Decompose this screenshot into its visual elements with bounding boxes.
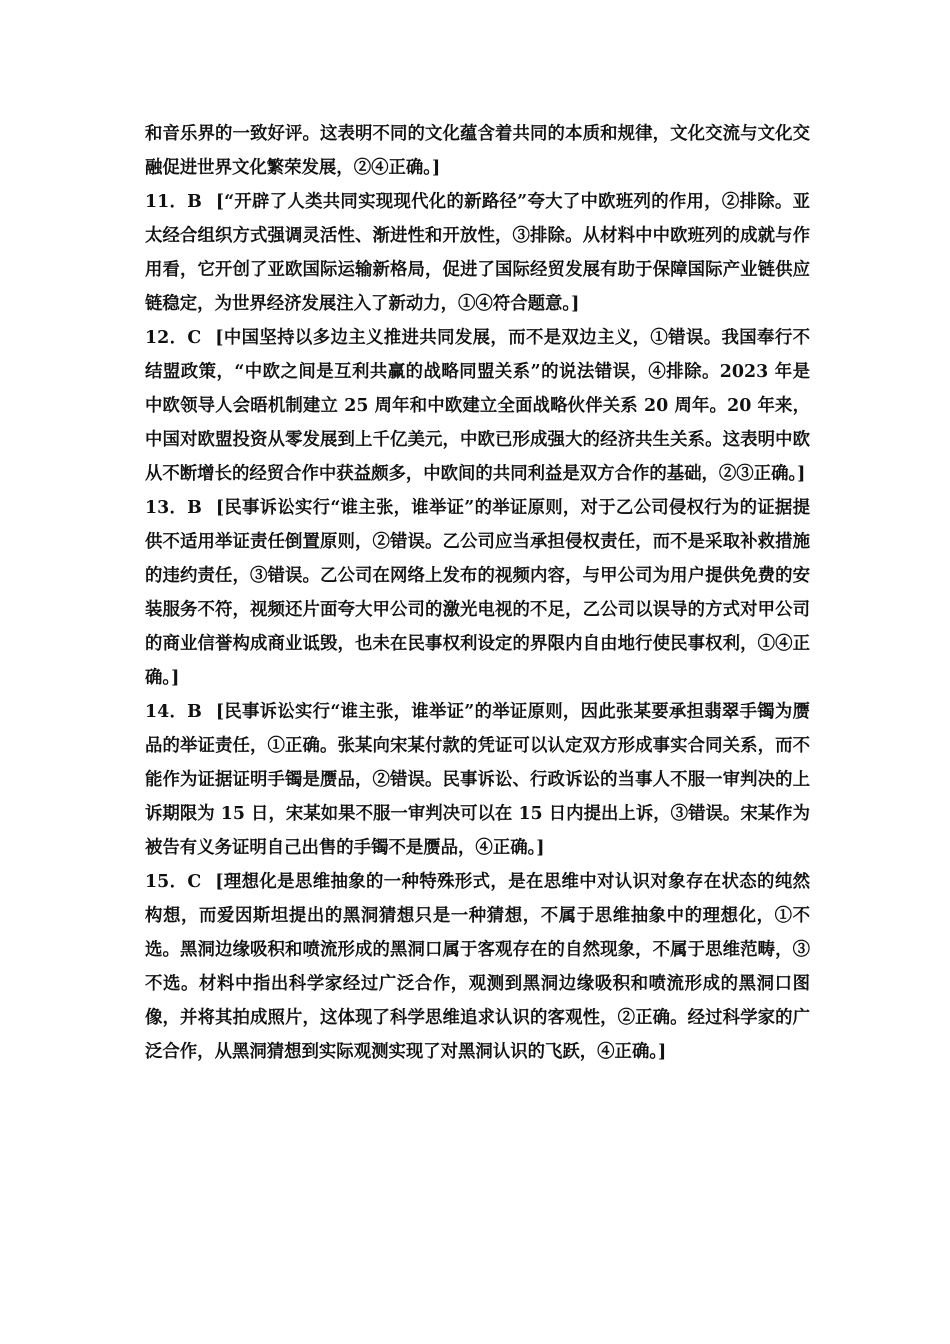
answer-number: 14．B	[145, 702, 202, 722]
continued-explanation: 和音乐界的一致好评。这表明不同的文化蕴含着共同的本质和规律，文化交流与文化交融促进世界文化繁荣发展，②④正确。]	[145, 124, 810, 178]
answer-explanation: [中国坚持以多边主义推进共同发展，而不是双边主义，①错误。我国奉行不结盟政策，“中欧之间是互利共赢的战略同盟关系”的说法错误，④排除。2023 年是中欧领导人会晤机制建立 25 周年和中欧建立全面战略伙伴关系 20 周年。20 年来，中国对欧盟投资从零发展到上千亿美元，中欧已形成强大的经济共生关系。这表明中欧从不断增长的经贸合作中获益颇多，中欧间的共同利益是双方合作的基础，②③正确。]	[145, 328, 810, 484]
answer-explanation: [“开辟了人类共同实现现代化的新路径”夸大了中欧班列的作用，②排除。亚太经合组织方式强调灵活性、渐进性和开放性，③排除。从材料中中欧班列的成就与作用看，它开创了亚欧国际运输新格局，促进了国际经贸发展有助于保障国际产业链供应链稳定，为世界经济发展注入了新动力，①④符合题意。]	[145, 192, 810, 314]
answer-item-15	[145, 865, 810, 1069]
answer-number: 13．B	[145, 498, 202, 518]
answer-item-12	[145, 321, 810, 491]
answer-item-13	[145, 491, 810, 695]
answer-explanation: [民事诉讼实行“谁主张，谁举证”的举证原则，对于乙公司侵权行为的证据提供不适用举证责任倒置原则，②错误。乙公司应当承担侵权责任，而不是采取补救措施的违约责任，③错误。乙公司在网络上发布的视频内容，与甲公司为用户提供免费的安装服务不符，视频还片面夸大甲公司的激光电视的不足，乙公司以误导的方式对甲公司的商业信誉构成商业诋毁，也未在民事权利设定的界限内自由地行使民事权利，①④正确。]	[145, 498, 810, 688]
answer-number: 11．B	[145, 192, 202, 212]
answer-item-14	[145, 695, 810, 865]
answer-number: 15．C	[145, 872, 202, 892]
answer-item-11	[145, 185, 810, 321]
answer-number: 12．C	[145, 328, 202, 348]
answer-document	[145, 117, 810, 1069]
answer-explanation: [理想化是思维抽象的一种特殊形式，是在思维中对认识对象存在状态的纯然构想，而爱因斯坦提出的黑洞猜想只是一种猜想，不属于思维抽象中的理想化，①不选。黑洞边缘吸积和喷流形成的黑洞口属于客观存在的自然现象，不属于思维范畴，③不选。材料中指出科学家经过广泛合作，观测到黑洞边缘吸积和喷流形成的黑洞口图像，并将其拍成照片，这体现了科学思维追求认识的客观性，②正确。经过科学家的广泛合作，从黑洞猜想到实际观测实现了对黑洞认识的飞跃，④正确。]	[145, 872, 810, 1062]
answer-explanation: [民事诉讼实行“谁主张，谁举证”的举证原则，因此张某要承担翡翠手镯为赝品的举证责任，①正确。张某向宋某付款的凭证可以认定双方形成事实合同关系，而不能作为证据证明手镯是赝品，②错误。民事诉讼、行政诉讼的当事人不服一审判决的上诉期限为 15 日，宋某如果不服一审判决可以在 15 日内提出上诉，③错误。宋某作为被告有义务证明自己出售的手镯不是赝品，④正确。]	[145, 702, 810, 858]
